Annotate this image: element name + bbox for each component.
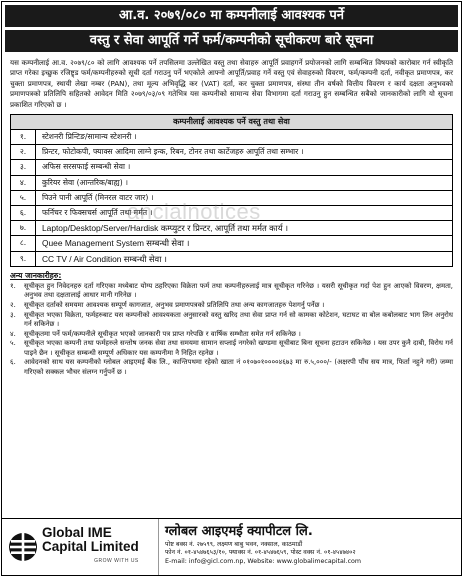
company-phone: फोन नं. ०१-४५४७६५३/१०, फ्याक्स नं. ०१-४५४७६५९, पोस्ट वक्स नं. ०१-४५४७४०२	[165, 549, 356, 557]
service-number: १.	[11, 130, 36, 144]
service-number: ९.	[11, 252, 36, 266]
service-row	[11, 145, 452, 160]
term-item	[10, 311, 453, 330]
services-table-header: कम्पनीलाई आवश्यक पर्ने वस्तु तथा सेवा	[11, 115, 452, 130]
service-number: ७.	[11, 221, 36, 235]
company-address: पोष्ट बक्स नं. २७५९९, लक्ष्मण बाबु भवन, नक्साल, काठमाडौं	[165, 541, 303, 548]
service-text: स्टेशनरी प्रिन्टिङ/सामान्य स्टेशनरी ।	[42, 132, 137, 142]
service-row	[11, 160, 452, 175]
service-row	[11, 252, 452, 266]
term-number: ५.	[10, 339, 16, 348]
term-number: १.	[10, 281, 16, 290]
term-number: २.	[10, 300, 16, 309]
term-text: सूचीकृत दर्ताको समयमा आवश्यक सम्पूर्ण कागजात, अनुभव प्रमाणपत्रको प्रतिलिपि तथा अन्य कागजातहरु पेशगर्नु पर्नेछ ।	[24, 300, 325, 309]
service-number: २.	[11, 145, 36, 159]
service-text: कुरियर सेवा (आन्तरिक/बाह्य) ।	[42, 177, 128, 187]
notice-title-line1: आ.व. २०७९/०८० मा कम्पनीलाई आवश्यक पर्ने	[5, 5, 458, 27]
term-item	[10, 330, 453, 340]
service-number: ४.	[11, 176, 36, 190]
terms-title: अन्य जानकारीहरु:	[10, 270, 62, 280]
service-text: Quee Management System सम्बन्धी सेवा ।	[42, 238, 190, 249]
service-number: ५.	[11, 191, 36, 205]
term-text: सूचीकृतमा पर्ने फर्म/कम्पनीले सूचीकृत भएको जानकारी पत्र प्राप्त गरेपछि र वार्षिक सम्भौता समेत गर्न सकिनेछ ।	[24, 329, 301, 338]
service-number: ८.	[11, 236, 36, 250]
service-row	[11, 130, 452, 145]
logo-tagline: GROW WITH US	[94, 558, 139, 564]
terms-list	[10, 282, 453, 378]
notice-page	[1, 1, 462, 576]
term-item	[10, 301, 453, 311]
footer	[2, 518, 461, 575]
term-item	[10, 282, 453, 301]
term-number: ४.	[10, 329, 16, 338]
term-number: ६.	[10, 358, 16, 367]
globe-icon	[8, 532, 38, 562]
service-text: CC TV / Air Condition सम्बन्धी सेवा ।	[42, 253, 167, 264]
service-row	[11, 206, 452, 221]
service-row	[11, 191, 452, 206]
service-number: ६.	[11, 206, 36, 220]
term-item	[10, 358, 453, 377]
service-text: Laptop/Desktop/Server/Hardisk कम्प्युटर र प्रिन्टर, आपूर्ति तथा मर्मत कार्य ।	[42, 223, 289, 234]
service-text: पिउने पानी आपूर्ति (मिनरल वाटर जार) ।	[42, 192, 154, 202]
term-text: सूचीकृत भएका विक्रेता, फर्महरुबाट यस कम्पनीको आवश्यकता अनुसारको वस्तु खरिद तथा सेवा प्राप्त गर्न सो कामका कोटेशन, घटाघट वा बोल कबोलबाट भाग लिन अनुरोध गर्न सकिनेछ ।	[24, 310, 453, 329]
term-text: सूचीकृत भएका कम्पनी तथा फर्महरुले सन्तोष जनक सेवा तथा समयमा सामान सप्लाई नगरेको खण्डमा सूचीबाट बिना सूचना हटाउन सकिनेछ । यस उपर कुनै दाबी, विरोध गर्न पाइने छैन । सूचीकृत सम्बन्धी सम्पूर्ण अधिकार यस कम्पनीमा नै निहित रहनेछ ।	[24, 339, 453, 357]
service-text: प्रिन्टर, फोटोकपी, फ्याक्स आदिमा लाग्ने इन्क, रिबन, टोनर तथा कार्टेजहरु आपूर्ति तथा सम्भार ।	[42, 147, 304, 157]
logo-line2: Capital Limited	[42, 539, 139, 554]
service-row	[11, 236, 452, 251]
contact-block	[159, 519, 461, 575]
term-item	[10, 339, 453, 358]
logo-line1: Global IME	[42, 525, 112, 540]
term-number: ३.	[10, 310, 16, 319]
service-text: अफिस सरसफाई सम्बन्धी सेवा ।	[42, 162, 131, 172]
service-row	[11, 221, 452, 236]
company-web: E-mail: info@gicl.com.np, Website: www.globalimecapital.com	[165, 557, 362, 565]
watermark: ancialnotices	[127, 199, 261, 224]
service-row	[11, 176, 452, 191]
company-logo	[2, 519, 159, 575]
services-table	[10, 114, 453, 267]
service-number: ३.	[11, 160, 36, 174]
term-text: सूचीकृत हुन निवेदनहरु दर्ता गरिएका मध्येबाट योग्य ठहरिएका विक्रेता फर्म तथा कम्पनीहरुलाई मात्र सूचीकृत गरिनेछ । यसरी सूचीकृत गर्दा पेश हुन आएको विवरण, क्षमता, अनुभव तथा दक्षतालाई आधार मानी गरिनेछ ।	[24, 281, 453, 300]
intro-paragraph: यस कम्पनीलाई आ.व. २०७९/८० को लागि आवश्यक पर्ने तपसिलमा उल्लेखित वस्तु तथा सेवाहरु आपूर्ति प्रवाहगर्ने प्रयोजनको लागि सम्बन्धित विषयको कारोबार गर्न स्वीकृति प्राप्त गरेका इच्छुक रजिष्ट्र्ड फर्म/कम्पनीहरुको सूची दर्ता गराउनु पर्ने भएकोले आफ्नो आपूर्ति/प्रवाह गर्ने वस्तु एवं सेवाहरुको विवरण, फर्म/कम्पनी दर्ता, नवीकृत प्रमाणपत्र, कर चुक्ता प्रमाणपत्र, स्थायी लेखा नम्बर (PAN), तथा मूल्य अभिवृद्धि कर (VAT) दर्ता, कर चुक्ता प्रमाणपत्र, संस्था तीन वर्षको वित्तीय विवरण र कार्य दक्षता अनुभवको प्रमाणपत्रको प्रतिलिपि सहितको आवेदन मिति २०७९/०३/०९ गतेभित्र यस कम्पनीको सामान्य सेवा विभागमा दर्ता गराउनु हुन सम्बन्धित सबैको जानकारीको लागि यो सूचना प्रकाशित गरिएको छ ।	[10, 58, 453, 109]
notice-title-line2: वस्तु र सेवा आपूर्ति गर्ने फर्म/कम्पनीको सूचीकरण बारे सूचना	[5, 30, 458, 52]
company-name: ग्लोबल आइएमई क्यापीटल लि.	[165, 524, 313, 539]
term-text: आवेदनको साथ यस कम्पनीको ग्लोबल आइएमई बैंक लि., कान्तिपथमा रहेको खाता नं ०१०७०१००००४६७३ मा रु.५,०००/- (अक्षरपी पाँच सय मात्र, फिर्ता नहुने गरी) जम्मा गरिएको सक्कल भौचर संलग्न गर्नुपर्ने छ ।	[24, 358, 453, 377]
service-text: फर्निचर र फिक्सचर्स आपूर्ति तथा मर्मत ।	[42, 207, 153, 217]
